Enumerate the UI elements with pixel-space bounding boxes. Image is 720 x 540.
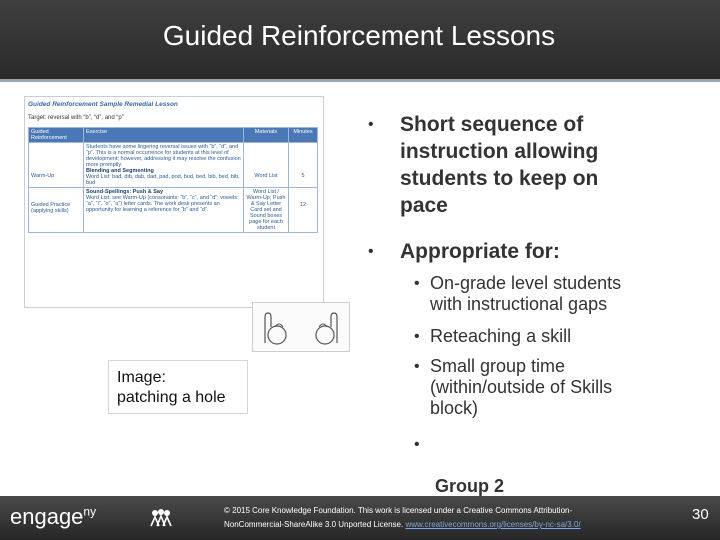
bullet-line: (within/outside of Skills xyxy=(430,377,613,397)
row-materials: Word List xyxy=(244,143,289,188)
bullet-line: with instructional gaps xyxy=(430,294,608,314)
bullet-line: Appropriate for: xyxy=(400,240,560,263)
core-knowledge-logo-icon xyxy=(148,508,174,530)
bullet-line: Small group time xyxy=(430,356,566,376)
image-placeholder xyxy=(108,360,248,414)
b-d-hands-icon xyxy=(253,303,349,351)
bullet-dot: • xyxy=(368,243,374,260)
bullet-line: block) xyxy=(430,398,479,418)
exercise-tail: Word List: bad, dib, dab, dad, pad, pod, bud, bed, bib, bed, bib, bud xyxy=(86,174,240,186)
license-link[interactable]: www.creativecommons.org/licenses/by-nc-sa/3.0/ xyxy=(405,520,581,529)
lesson-table-image xyxy=(24,96,324,308)
exercise-text: Students have some lingering reversal issues with “b”, “d”, and “p”. This is a normal occurrence for students at this level of development; however, addressing it may resolve the confusion more promptly. xyxy=(86,144,241,168)
row-minutes: 12 xyxy=(289,188,318,233)
bullet-dot: • xyxy=(368,116,374,133)
license-line-1: © 2015 Core Knowledge Foundation. This work is licensed under a Creative Commons Attribution- xyxy=(224,506,573,515)
row-minutes: 5 xyxy=(289,143,318,188)
row-exercise xyxy=(84,143,244,188)
lesson-target: Target: reversal with “b”, “d”, and “p” xyxy=(28,115,124,121)
lesson-caption: Guided Reinforcement Sample Remedial Lesson xyxy=(28,101,178,108)
row-materials: Word List / Warm-Up; Push & Say Letter Card set and Sound boxes page for each student xyxy=(244,188,289,233)
page-number: 30 xyxy=(692,506,709,523)
table-header-cell: Guided Reinforcement xyxy=(29,128,84,143)
footer-bar xyxy=(0,496,720,540)
bullet-line: On-grade level students xyxy=(430,273,622,293)
table-header-cell: Minutes xyxy=(289,128,318,143)
table-header-row xyxy=(29,128,318,143)
sub-bullet-dot: • xyxy=(414,275,420,292)
bullet-main-1 xyxy=(400,111,598,219)
row-label: Guided Practice (applying skills) xyxy=(29,188,84,233)
sub-bullet-dot: • xyxy=(414,328,420,345)
license-text xyxy=(224,504,664,532)
bullet-line: instruction allowing xyxy=(400,140,599,163)
bullet-line: Reteaching a skill xyxy=(430,326,572,346)
placeholder-line-2: patching a hole xyxy=(117,389,226,406)
lesson-table xyxy=(28,127,318,233)
engageny-logo xyxy=(10,504,96,530)
exercise-heading: Blending and Segmenting xyxy=(86,168,154,174)
table-header-cell: Exercise xyxy=(84,128,244,143)
people-icon xyxy=(148,508,174,530)
logo-text: engage xyxy=(10,504,84,529)
table-row xyxy=(29,188,318,233)
bullet-line: pace xyxy=(400,194,448,217)
exercise-text: Word List: see Warm-Up (consonants: “b”, “c”, and “d”; vowels: “a”, “i”, “o”, “u”) letter cards. The work desk presents an opportunity for learning a reference for “b” and “d”. xyxy=(86,195,239,213)
b-d-hands-image xyxy=(252,302,350,352)
sub-bullet-3 xyxy=(430,356,612,419)
bullet-line: Short sequence of xyxy=(400,113,584,136)
header-bar xyxy=(0,0,720,80)
sub-bullet-1 xyxy=(430,273,621,315)
bullet-line: students to keep on xyxy=(400,167,599,190)
table-header-cell: Materials xyxy=(244,128,289,143)
slide-title: Guided Reinforcement Lessons xyxy=(162,20,556,51)
license-line-2: NonCommercial-ShareAlike 3.0 Unported License. xyxy=(224,520,404,529)
row-label: Warm-Up xyxy=(29,143,84,188)
bullet-main-2 xyxy=(400,238,560,265)
bullet-line: Group 2 xyxy=(430,476,505,496)
exercise-heading: Sound-Spellings: Push & Say xyxy=(86,189,164,195)
table-row xyxy=(29,143,318,188)
logo-sup: ny xyxy=(83,504,97,519)
sub-bullet-dot: • xyxy=(414,436,420,453)
header-divider xyxy=(0,79,720,82)
sub-bullet-dot: • xyxy=(414,358,420,375)
sub-bullet-2 xyxy=(430,326,571,347)
row-exercise xyxy=(84,188,244,233)
placeholder-line-1: Image: xyxy=(117,369,166,386)
